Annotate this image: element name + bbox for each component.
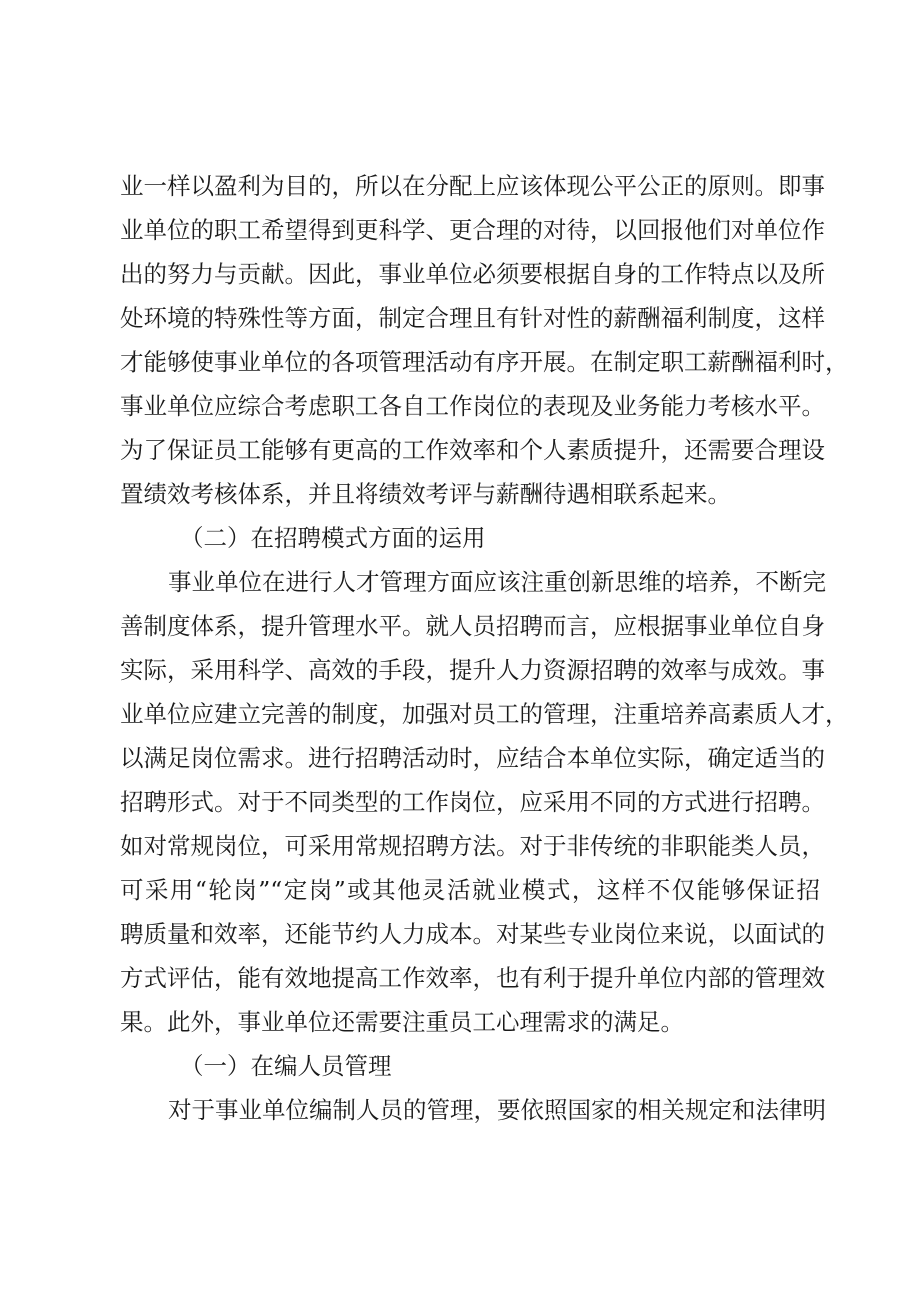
paragraph-line: 善制度体系，提升管理水平。就人员招聘而言，应根据事业单位自身 — [120, 612, 825, 640]
paragraph-line: 实际，采用科学、高效的手段，提升人力资源招聘的效率与成效。事 — [120, 656, 825, 684]
paragraph-line: 才能够使事业单位的各项管理活动有序开展。在制定职工薪酬福利时， — [120, 348, 849, 376]
section-heading: （二）在招聘模式方面的运用 — [180, 524, 486, 552]
paragraph-line: 招聘形式。对于不同类型的工作岗位，应采用不同的方式进行招聘。 — [120, 788, 825, 816]
section-heading: （一）在编人员管理 — [180, 1052, 392, 1080]
paragraph-line: 以满足岗位需求。进行招聘活动时，应结合本单位实际，确定适当的 — [120, 744, 825, 772]
paragraph-line: 果。此外，事业单位还需要注重员工心理需求的满足。 — [120, 1008, 684, 1036]
paragraph-line: 业单位的职工希望得到更科学、更合理的对待，以回报他们对单位作 — [120, 216, 825, 244]
paragraph-line: 事业单位应综合考虑职工各自工作岗位的表现及业务能力考核水平。 — [120, 392, 825, 420]
paragraph-line: 处环境的特殊性等方面，制定合理且有针对性的薪酬福利制度，这样 — [120, 304, 825, 332]
paragraph-line: 为了保证员工能够有更高的工作效率和个人素质提升，还需要合理设 — [120, 436, 825, 464]
paragraph-line: 业一样以盈利为目的，所以在分配上应该体现公平公正的原则。即事 — [120, 172, 825, 200]
paragraph-line: 方式评估，能有效地提高工作效率，也有利于提升单位内部的管理效 — [120, 964, 825, 992]
paragraph-line: 业单位应建立完善的制度，加强对员工的管理，注重培养高素质人才， — [120, 700, 849, 728]
paragraph-line: 置绩效考核体系，并且将绩效考评与薪酬待遇相联系起来。 — [120, 480, 731, 508]
paragraph-line: 事业单位在进行人才管理方面应该注重创新思维的培养，不断完 — [168, 568, 826, 596]
paragraph-line: 如对常规岗位，可采用常规招聘方法。对于非传统的非职能类人员， — [120, 832, 825, 860]
paragraph-line: 可采用“轮岗”“定岗”或其他灵活就业模式，这样不仅能够保证招 — [120, 876, 820, 904]
paragraph-line: 聘质量和效率，还能节约人力成本。对某些专业岗位来说，以面试的 — [120, 920, 825, 948]
paragraph-line: 出的努力与贡献。因此，事业单位必须要根据自身的工作特点以及所 — [120, 260, 825, 288]
paragraph-line: 对于事业单位编制人员的管理，要依照国家的相关规定和法律明 — [168, 1096, 826, 1124]
